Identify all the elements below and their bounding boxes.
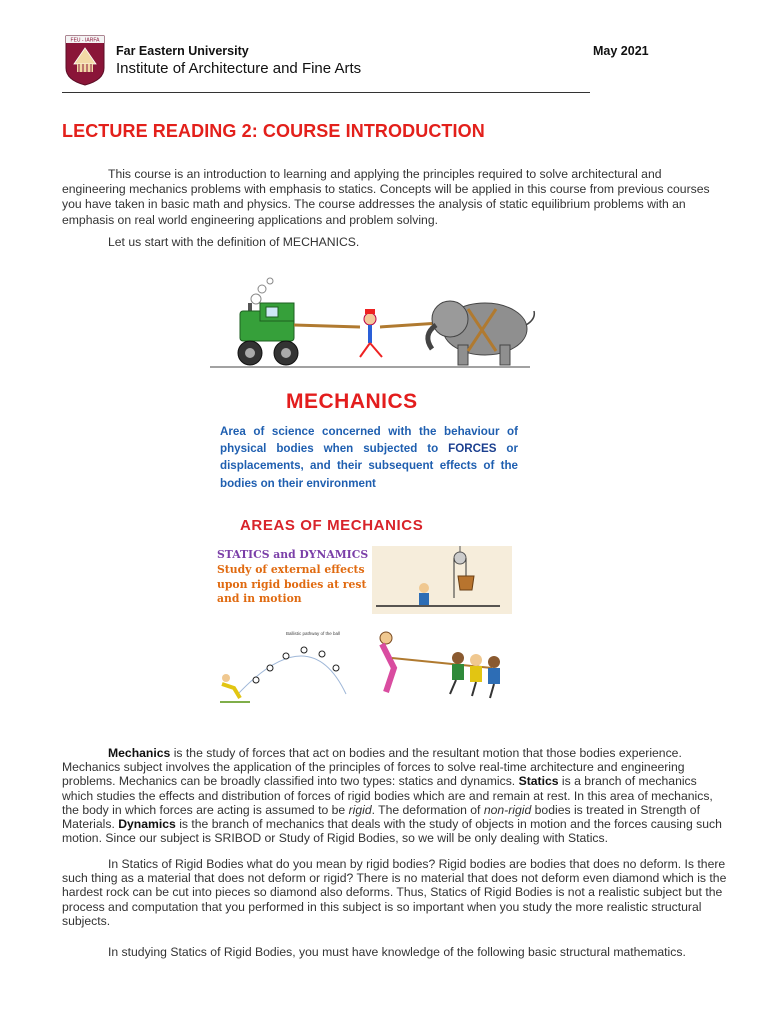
statics-dynamics-description: Study of external effects upon rigid bodies at rest and in motion	[217, 563, 367, 605]
tug-of-war-illustration	[372, 628, 508, 708]
areas-heading: AREAS OF MECHANICS	[240, 517, 424, 534]
mechanics-definition: Area of science concerned with the behaviour of physical bodies when subjected to FORCES or displacements, and their subsequent effects of the bodies on their environment	[220, 425, 518, 490]
page-title: LECTURE READING 2: COURSE INTRODUCTION	[62, 121, 485, 141]
header-date: May 2021	[593, 44, 649, 58]
institute-name: Institute of Architecture and Fine Arts	[116, 60, 362, 77]
rigid-bodies-paragraph: In Statics of Rigid Bodies what do you mean by rigid bodies? Rigid bodies are bodies that does no deform. Is there such thing as a material that does not deform or rigid? There is no material that does not deform even diamond which is the hardest rock can be cut into pieces so diamond also deforms. Thus, Statics of Rigid Bodies is not a realistic subject but the process and computation that you performed in this subject is so important when you study the more realistic structural subjects.	[62, 857, 727, 928]
university-name: Far Eastern University	[116, 44, 249, 58]
logo-text: FEU - IARFA	[70, 37, 100, 44]
tractor-elephant-illustration	[200, 275, 540, 375]
ball-caption: Ballistic pathway of the ball	[286, 631, 341, 636]
intro-paragraph: This course is an introduction to learning and applying the principles required to solve architectural and engineering mechanics problems with emphasis to statics. Concepts will be applied in this course from previous courses you have taken in basic math and physics. The course addresses the analysis of static equilibrium problems with an emphasis on real world engineering applications and problem solving.	[62, 167, 710, 227]
pulley-illustration	[372, 546, 512, 614]
header-divider	[62, 92, 590, 93]
math-prereq-paragraph: In studying Statics of Rigid Bodies, you must have knowledge of the following basic structural mathematics.	[108, 945, 686, 959]
ball-trajectory-illustration	[210, 628, 360, 708]
feu-iarfa-logo	[64, 34, 106, 86]
statics-dynamics-heading: STATICS and DYNAMICS	[217, 548, 369, 561]
mechanics-paragraph: Mechanics is the study of forces that act on bodies and the resultant motion that those bodies experience. Mechanics subject involves the application of the principles of forces to solve real-time architecture and engineering problems. Mechanics can be broadly classified into two types: statics and dynamics. Statics is a branch of mechanics which studies the effects and distribution of forces of rigid bodies which are and remain at rest. In this area of mechanics, the body in which forces are acting is assumed to be rigid. The deformation of non-rigid bodies is treated in Strength of Materials. Dynamics is the branch of mechanics that deals with the study of objects in motion and the forces causing such motion. Since our subject is SRIBOD or Study of Rigid Bodies, so we will be only dealing with Statics.	[62, 746, 722, 846]
intro-lead: Let us start with the definition of MECHANICS.	[108, 235, 360, 249]
mechanics-heading: MECHANICS	[286, 390, 418, 413]
